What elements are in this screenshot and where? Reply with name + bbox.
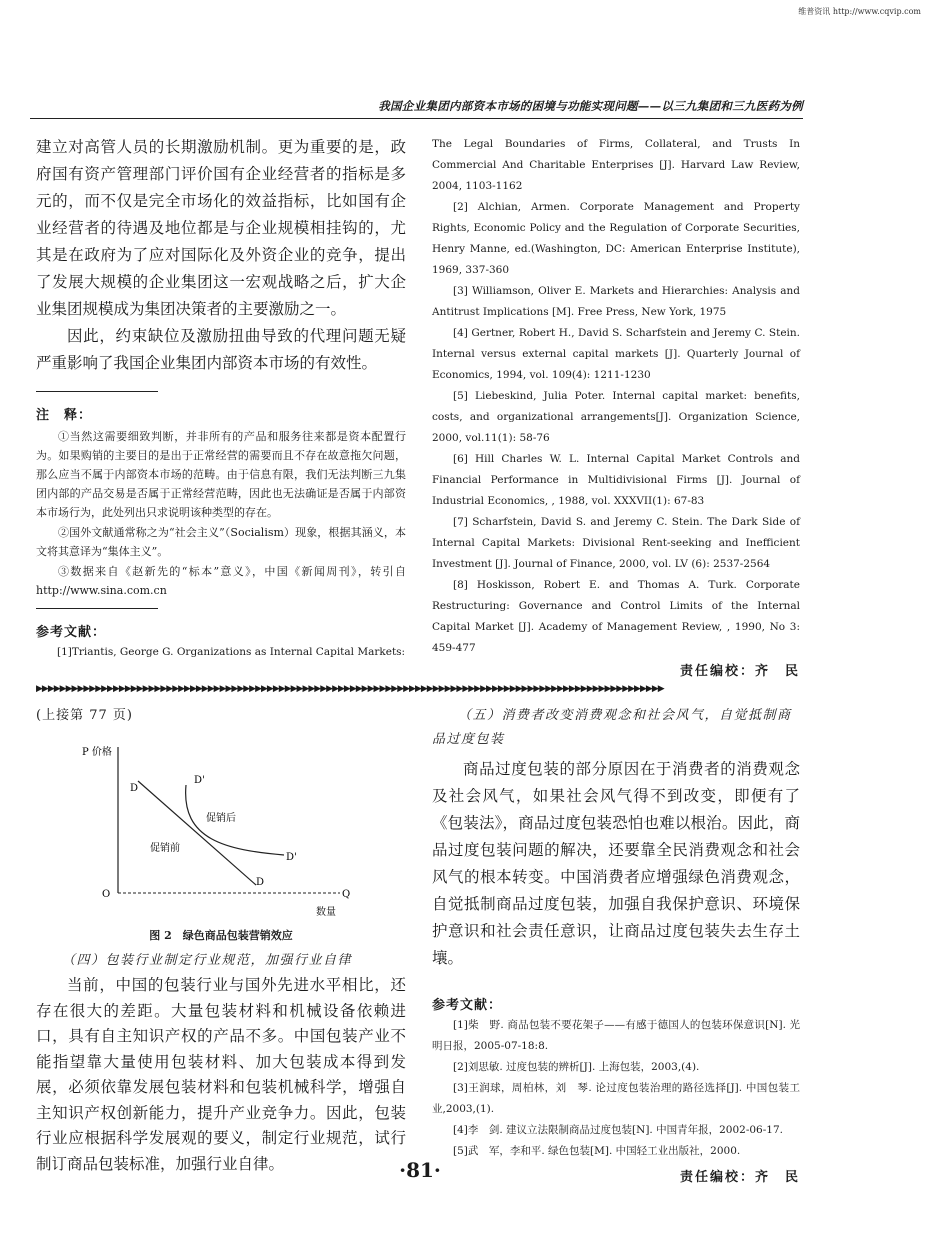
notes-list xyxy=(36,427,406,600)
d-bottom-label: D xyxy=(256,877,265,888)
note-item: ①当然这需要细致判断，并非所有的产品和服务往来都是资本配置行为。如果购销的主要目的是出于正常经营的需要而且不存在故意拖欠问题，那么应当不属于内部资本市场的范畴。由于信息有限，我们无法判断三九集团内部的产品交易是否属于正常经营范畴，因此也无法确证是否属于内部资本市场行为，此处列出只求说明该种类型的存在。 xyxy=(36,430,406,519)
paragraph: 建立对高管人员的长期激励机制。更为重要的是，政府国有资产管理部门评价国有企业经营者的指标是多元的，而不仅是完全市场化的效益指标，比如国有企业经营者的待遇及地位都是与企业规模相挂钩的，尤其是在政府为了应对国际化及外资企业的竞争，提出了发展大规模的企业集团这一宏观战略之后，扩大企业集团规模成为集团决策者的主要激励之一。 xyxy=(36,138,406,318)
ref-list xyxy=(432,1015,800,1162)
ref-item: [8] Hoskisson, Robert E. and Thomas A. Turk. Corporate Restructuring: Governance and Control Limits of the Internal Capital Market [J]. Academy of Management Review, , 1990, No 3: 459-477 xyxy=(432,579,800,654)
ref-item: [3] Williamson, Oliver E. Markets and Hierarchies: Analysis and Antitrust Implications [M]. Free Press, New York, 1975 xyxy=(432,285,800,318)
running-head: 我国企业集团内部资本市场的困境与功能实现问题——以三九集团和三九医药为例 xyxy=(378,99,803,113)
section-divider: ▶▶▶▶▶▶▶▶▶▶▶▶▶▶▶▶▶▶▶▶▶▶▶▶▶▶▶▶▶▶▶▶▶▶▶▶▶▶▶▶▶▶▶▶▶▶▶▶▶▶▶▶▶▶▶▶▶▶▶▶▶▶▶▶▶▶▶▶▶▶▶▶▶▶▶▶▶▶▶▶▶▶▶▶▶▶▶▶▶▶▶▶▶▶▶▶▶▶▶▶▶▶▶▶▶▶ xyxy=(36,684,664,694)
editor-credit: 责任编校：齐 民 xyxy=(679,1170,800,1185)
after-promotion-label: 促销后 xyxy=(206,813,236,824)
paragraph: 因此，约束缺位及激励扭曲导致的代理问题无疑严重影响了我国企业集团内部资本市场的有效性。 xyxy=(36,327,406,372)
page-number: ·81· xyxy=(399,1158,441,1182)
note-item: ②国外文献通常称之为“社会主义”（Socialism）现象，根据其涵义，本文将其意译为“集体主义”。 xyxy=(36,526,406,558)
figure-caption: 图 2 绿色商品包装营销效应 xyxy=(149,929,293,942)
ref-item: [1]柴 野. 商品包装不要花架子——有感于德国人的包装环保意识[N]. 光明日报，2005-07-18:8. xyxy=(432,1019,800,1052)
subheading: （四）包装行业制定行业规范，加强行业自律 xyxy=(62,953,353,968)
refs-rule xyxy=(36,608,158,609)
subheading: （五）消费者改变消费观念和社会风气，自觉抵制商品过度包装 xyxy=(432,708,792,747)
upper-left-column xyxy=(36,134,406,663)
q-label: Q xyxy=(342,889,351,900)
continued-note: (上接第 77 页) xyxy=(36,708,133,723)
body-text xyxy=(432,756,800,972)
ref-item: [2]刘思敏. 过度包装的辨析[J]. 上海包装，2003,(4). xyxy=(453,1061,700,1073)
site-watermark: 维普资讯 http://www.cqvip.com xyxy=(798,7,921,16)
paragraph: 商品过度包装的部分原因在于消费者的消费观念及社会风气，如果社会风气得不到改变，即便有了《包装法》，商品过度包装恐怕也难以根治。因此，商品过度包装问题的解决，还要靠全民消费观念和社会风气的根本转变。中国消费者应增强绿色消费观念，自觉抵制商品过度包装，加强自我保护意识、环境保护意识和社会责任意识，让商品过度包装失去生存土壤。 xyxy=(432,760,800,967)
ref-item: [4] Gertner, Robert H., David S. Scharfstein and Jeremy C. Stein. Internal versus external capital markets [J]. Quarterly Journal of Economics, 1994, vol. 109(4): 1211-1230 xyxy=(432,327,800,381)
notes-rule xyxy=(36,391,158,392)
refs-heading: 参考文献： xyxy=(432,998,503,1013)
lower-left-column xyxy=(36,704,406,1177)
y-axis-label: P 价格 xyxy=(82,747,112,758)
refs-heading: 参考文献： xyxy=(36,625,107,640)
paragraph: 当前，中国的包装行业与国外先进水平相比，还存在很大的差距。大量包装材料和机械设备依赖进口，具有自主知识产权的产品不多。中国包装产业不能指望靠大量使用包装材料、加大包装成本得到发展，必须依靠发展包装材料和包装机械科学，增强自主知识产权创新能力，提升产业竞争力。因此，包装行业应根据科学发展观的要义，制定行业规范，试行制订商品包装标准，加强行业自律。 xyxy=(36,976,406,1173)
ref-item: [5] Liebeskind, Julia Poter. Internal capital market: benefits, costs, and organizational arrangements[J]. Organization Science, 2000, vol.11(1): 58-76 xyxy=(432,390,800,444)
header-rule xyxy=(30,118,803,119)
body-text xyxy=(36,134,406,377)
ref-list xyxy=(432,134,800,659)
notes-heading: 注 释： xyxy=(36,408,93,423)
figure xyxy=(76,725,376,925)
d-label: D xyxy=(130,783,139,794)
demand-curve-before xyxy=(138,781,256,885)
note-item: ③数据来自《赵新先的“标本”意义》，中国《新闻周刊》，转引自 http://www.sina.com.cn xyxy=(36,565,406,597)
ref-item: [2] Alchian, Armen. Corporate Management and Property Rights, Economic Policy and the Regulation of Corporate Securities, Henry Manne, ed.(Washington, DC: American Enterprise Institute), 1969, 337-360 xyxy=(432,201,800,276)
ref-item: [3]王润球，周柏林，刘 琴. 论过度包装治理的路径选择[J]. 中国包装工业,2003,(1). xyxy=(432,1082,800,1115)
ref-item: [1]Triantis, George G. Organizations as Internal Capital Markets: xyxy=(57,646,406,658)
body-text xyxy=(36,973,406,1177)
d-prime-label: D' xyxy=(194,775,205,786)
upper-right-column xyxy=(432,134,800,659)
x-axis-label: 数量 xyxy=(316,907,336,918)
ref-item: The Legal Boundaries of Firms, Collateral, and Trusts In Commercial And Charitable Enterprises [J]. Harvard Law Review, 2004, 1103-1162 xyxy=(432,138,800,192)
ref-item: [4]李 剑. 建议立法限制商品过度包装[N]. 中国青年报，2002-06-17. xyxy=(453,1124,783,1136)
demand-curve-diagram xyxy=(76,725,376,925)
origin-label: O xyxy=(102,889,111,900)
lower-right-column xyxy=(432,704,800,1185)
d-prime-right-label: D' xyxy=(286,852,297,863)
ref-item: [7] Scharfstein, David S. and Jeremy C. Stein. The Dark Side of Internal Capital Markets: Divisional Rent-seeking and Inefficient Investment [J]. Journal of Finance, 2000, vol. LV (6): 2537-2564 xyxy=(432,516,800,570)
ref-item: [5]武 军，李和平. 绿色包装[M]. 中国轻工业出版社，2000. xyxy=(453,1145,741,1157)
before-promotion-label: 促销前 xyxy=(150,843,180,854)
ref-item: [6] Hill Charles W. L. Internal Capital Market Controls and Financial Performance in Multidivisional Firms [J]. Journal of Industrial Economics, , 1988, vol. XXXVII(1): 67-83 xyxy=(432,453,800,507)
editor-credit: 责任编校：齐 民 xyxy=(679,664,800,679)
ref-list xyxy=(36,642,406,663)
